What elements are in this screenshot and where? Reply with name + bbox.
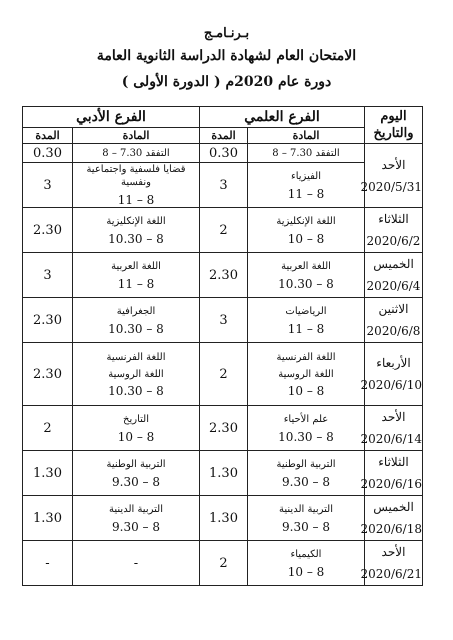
schedule-row — [23, 451, 423, 496]
program-heading: بـرنـامـج — [203, 26, 250, 41]
science-duration-cell: 1.30 — [200, 451, 248, 496]
schedule-row — [23, 406, 423, 451]
exam-schedule-table — [22, 106, 423, 586]
literary-duration-cell: 1.30 — [23, 451, 73, 496]
science-subject-cell: الرياضيات 8 – 11 — [248, 298, 365, 343]
literary-duration-cell: 2 — [23, 406, 73, 451]
science-subject-cell: التربية الوطنية 8 – 9.30 — [248, 451, 365, 496]
day-cell: الخميس 2020/6/4 — [365, 253, 423, 298]
literary-branch-header: الفرع الأدبي — [23, 107, 200, 128]
science-duration-cell: 3 — [200, 163, 248, 208]
day-date-header: اليوم والتاريخ — [365, 107, 423, 144]
day-cell: الأحد 2020/6/21 — [365, 541, 423, 586]
science-duration-cell: 2.30 — [200, 253, 248, 298]
literary-checkin: التفقد 7.30 – 8 — [73, 144, 200, 163]
literary-subject-cell: التربية الوطنية 8 – 9.30 — [73, 451, 200, 496]
science-duration-header: المدة — [200, 128, 248, 144]
schedule-row — [23, 343, 423, 406]
literary-duration-cell: 3 — [23, 163, 73, 208]
science-duration-cell: 2 — [200, 208, 248, 253]
literary-subject-cell: اللغة العربية 8 – 11 — [73, 253, 200, 298]
science-subject-cell: اللغة الإنكليزية 8 – 10 — [248, 208, 365, 253]
day-cell: الأحد 2020/5/31 — [365, 144, 423, 208]
schedule-row — [23, 496, 423, 541]
exam-title: الامتحان العام لشهادة الدراسة الثانوية العامة — [96, 48, 357, 64]
science-duration-cell: 2.30 — [200, 406, 248, 451]
science-subject-cell: علم الأحياء 8 – 10.30 — [248, 406, 365, 451]
literary-subject-cell: اللغة الفرنسية اللغة الروسية 8 – 10.30 — [73, 343, 200, 406]
science-duration-cell: 1.30 — [200, 496, 248, 541]
literary-subject-cell: التاريخ 8 – 10 — [73, 406, 200, 451]
schedule-row — [23, 298, 423, 343]
science-duration-cell: 2 — [200, 541, 248, 586]
literary-duration-cell: 3 — [23, 253, 73, 298]
literary-subject-cell: التربية الدينية 8 – 9.30 — [73, 496, 200, 541]
literary-subject-cell: قضايا فلسفية واجتماعية ونفسية 8 – 11 — [73, 163, 200, 208]
day-cell: الخميس 2020/6/18 — [365, 496, 423, 541]
literary-duration-cell: 1.30 — [23, 496, 73, 541]
schedule-row — [23, 541, 423, 586]
science-subject-cell: اللغة الفرنسية اللغة الروسية 8 – 10 — [248, 343, 365, 406]
literary-duration-cell: 2.30 — [23, 208, 73, 253]
science-subject-cell: الفيزياء 8 – 11 — [248, 163, 365, 208]
literary-subject-cell: - — [73, 541, 200, 586]
literary-subject-cell: اللغة الإنكليزية 8 – 10.30 — [73, 208, 200, 253]
day-cell: الأحد 2020/6/14 — [365, 406, 423, 451]
literary-checkin-duration: 0.30 — [23, 144, 73, 163]
day-cell: الثلاثاء 2020/6/16 — [365, 451, 423, 496]
day-cell: الثلاثاء 2020/6/2 — [365, 208, 423, 253]
day-cell: الأربعاء 2020/6/10 — [365, 343, 423, 406]
science-checkin: التفقد 7.30 – 8 — [248, 144, 365, 163]
schedule-row — [23, 208, 423, 253]
science-subject-header: المادة — [248, 128, 365, 144]
science-subject-cell: التربية الدينية 8 – 9.30 — [248, 496, 365, 541]
schedule-row — [23, 253, 423, 298]
literary-duration-cell: 2.30 — [23, 343, 73, 406]
science-branch-header: الفرع العلمي — [200, 107, 365, 128]
literary-duration-header: المدة — [23, 128, 73, 144]
literary-duration-cell: - — [23, 541, 73, 586]
session-title: دورة عام 2020م ( الدورة الأولى ) — [121, 74, 332, 90]
science-duration-cell: 3 — [200, 298, 248, 343]
literary-duration-cell: 2.30 — [23, 298, 73, 343]
science-subject-cell: الكيمياء 8 – 10 — [248, 541, 365, 586]
day-cell: الاثنين 2020/6/8 — [365, 298, 423, 343]
literary-subject-cell: الجغرافية 8 – 10.30 — [73, 298, 200, 343]
science-subject-cell: اللغة العربية 8 – 10.30 — [248, 253, 365, 298]
science-checkin-duration: 0.30 — [200, 144, 248, 163]
science-duration-cell: 2 — [200, 343, 248, 406]
literary-subject-header: المادة — [73, 128, 200, 144]
